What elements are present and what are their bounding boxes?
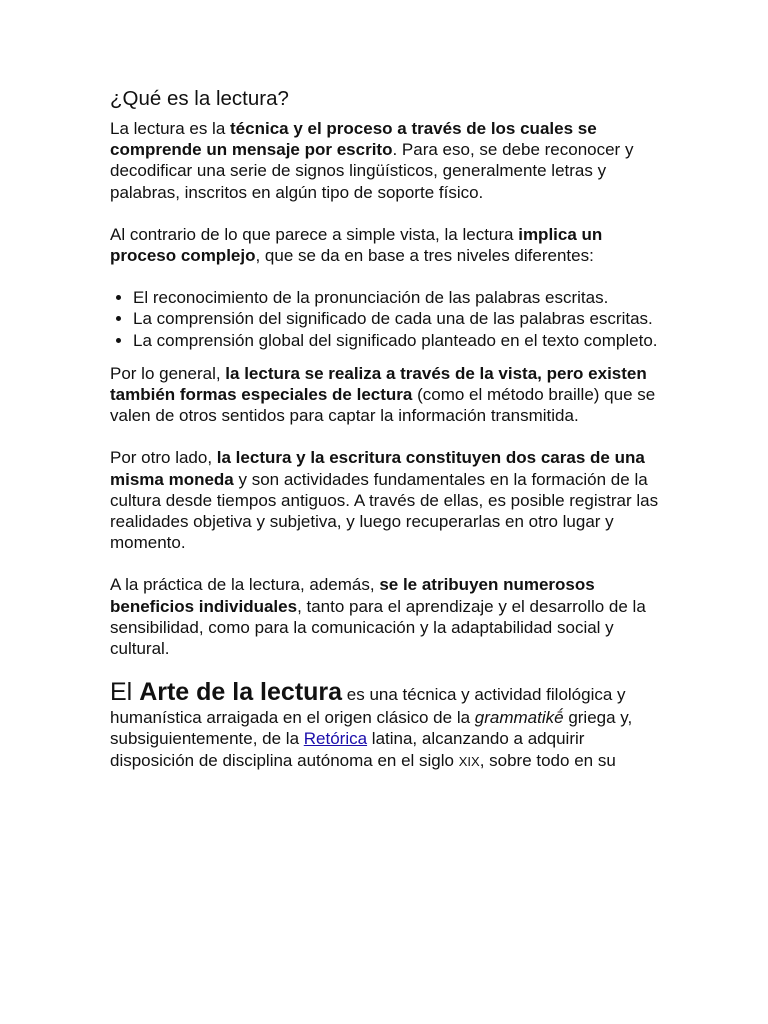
bold-text: técnica y el proceso a través de los cuales se comprende un mensaje por escrito (110, 119, 597, 160)
list-item: • La comprensión del significado de cada una de las palabras escritas. (133, 308, 660, 329)
text-segment: , que se da en base a tres niveles diferentes: (255, 246, 594, 266)
text-segment: griega y, subsiguientemente, de la (110, 708, 633, 749)
bold-text: la lectura y la escritura constituyen dos caras de una misma moneda (110, 448, 645, 489)
text-segment: , tanto para el aprendizaje y el desarrollo de la sensibilidad, como para la comunicación y la adaptabilidad social y cultural. (110, 596, 646, 659)
levels-list (110, 287, 660, 351)
text-segment: Por otro lado, (110, 448, 217, 468)
bold-text: la lectura se realiza a través de la vista, pero existen también formas especiales de lectura (110, 363, 647, 405)
arte-el: El (110, 678, 140, 707)
text-segment: (como el método braille) que se valen de otros sentidos para captar la información transmitida. (110, 385, 656, 426)
arte-heading: Arte de la lectura (139, 678, 343, 707)
text-segment: es una técnica y actividad filológica y humanística arraigada en el origen clásico de la (110, 685, 626, 728)
paragraph-writing (110, 447, 660, 553)
document-page (110, 84, 660, 772)
list-item: • La comprensión global del significado planteado en el texto completo. (133, 330, 660, 351)
text-segment: , sobre todo en su (479, 750, 616, 770)
text-segment: latina, alcanzando a adquirir disposición de disciplina autónoma en el siglo (110, 729, 585, 770)
paragraph-benefits (110, 574, 660, 659)
bold-text: se le atribuyen numerosos beneficios individuales (110, 575, 595, 616)
paragraph-process (110, 224, 660, 266)
text-segment: A la práctica de la lectura, además, (110, 575, 380, 595)
paragraph-arte (110, 677, 660, 772)
paragraph-definition (110, 118, 660, 203)
paragraph-senses (110, 363, 660, 427)
text-segment: La lectura es la (110, 119, 231, 138)
text-segment: . Para eso, se debe reconocer y decodificar una serie de signos lingüísticos, generalmente letras y palabras, inscritos en algún tipo de soporte físico. (110, 140, 634, 202)
page-title: ¿Qué es la lectura? (110, 87, 289, 110)
text-segment: Por lo general, (110, 363, 226, 383)
bold-text: implica un proceso complejo (110, 224, 603, 266)
text-segment: y son actividades fundamentales en la formación de la cultura desde tiempos antiguos. A través de ellas, es posible registrar las realidades objetiva y subjetiva, y luego recuperarlas en otro lugar y momento. (110, 469, 659, 553)
italic-term: grammatikḗ (474, 708, 564, 728)
retorica-link[interactable]: Retórica (303, 729, 368, 749)
text-segment: Al contrario de lo que parece a simple vista, la lectura (110, 224, 519, 244)
list-item: • El reconocimiento de la pronunciación de las palabras escritas. (133, 287, 660, 308)
century-text: XIX (458, 753, 480, 769)
